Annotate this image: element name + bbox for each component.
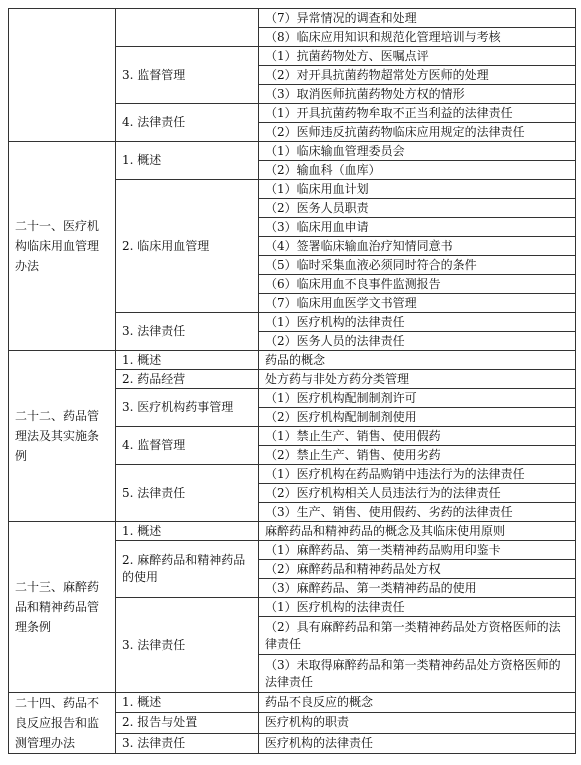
item-cell: （1）医疗机构配制制剂许可 [259,389,576,408]
section-cell: 3. 法律责任 [116,313,259,351]
item-cell: （5）临时采集血液必须同时符合的条件 [259,256,576,275]
item-cell: （2）具有麻醉药品和第一类精神药品处方资格医师的法律责任 [259,617,576,655]
item-cell: （3）未取得麻醉药品和第一类精神药品处方资格医师的法律责任 [259,655,576,693]
item-cell: （2）麻醉药品和精神药品处方权 [259,560,576,579]
chapter-cell: 二十二、药品管理法及其实施条例 [9,351,116,522]
item-cell: 麻醉药品和精神药品的概念及其临床使用原则 [259,522,576,541]
item-cell: （7）临床用血医学文书管理 [259,294,576,313]
item-cell: （6）临床用血不良事件监测报告 [259,275,576,294]
section-cell: 4. 法律责任 [116,104,259,142]
syllabus-table-body [9,9,576,754]
item-cell: （1）麻醉药品、第一类精神药品购用印鉴卡 [259,541,576,560]
table-row [9,693,576,713]
item-cell: 药品的概念 [259,351,576,370]
section-cell: 3. 法律责任 [116,598,259,693]
item-cell: （1）临床输血管理委员会 [259,142,576,161]
section-cell: 1. 概述 [116,693,259,713]
item-cell: （1）禁止生产、销售、使用假药 [259,427,576,446]
chapter-cell: 二十四、药品不良反应报告和监测管理办法 [9,693,116,754]
section-cell: 2. 药品经营 [116,370,259,389]
item-cell: （1）医疗机构的法律责任 [259,598,576,617]
item-cell: （1）开具抗菌药物牟取不正当利益的法律责任 [259,104,576,123]
document-page [8,8,575,754]
section-cell: 2. 临床用血管理 [116,180,259,313]
section-cell: 1. 概述 [116,522,259,541]
item-cell: （1）抗菌药物处方、医嘱点评 [259,47,576,66]
item-cell: （2）对开具抗菌药物超常处方医师的处理 [259,66,576,85]
item-cell: 处方药与非处方药分类管理 [259,370,576,389]
item-cell: 医疗机构的职责 [259,713,576,733]
item-cell: （2）输血科（血库） [259,161,576,180]
item-cell: （3）临床用血申请 [259,218,576,237]
chapter-cell [9,9,116,142]
item-cell: （8）临床应用知识和规范化管理培训与考核 [259,28,576,47]
item-cell: （1）医疗机构在药品购销中违法行为的法律责任 [259,465,576,484]
table-row [9,142,576,161]
item-cell: （3）麻醉药品、第一类精神药品的使用 [259,579,576,598]
item-cell: 药品不良反应的概念 [259,693,576,713]
section-cell: 1. 概述 [116,142,259,180]
syllabus-table [8,8,576,754]
item-cell: （2）医疗机构配制制剂使用 [259,408,576,427]
section-cell: 3. 法律责任 [116,733,259,753]
item-cell: （2）禁止生产、销售、使用劣药 [259,446,576,465]
item-cell: （2）医师违反抗菌药物临床应用规定的法律责任 [259,123,576,142]
chapter-cell: 二十三、麻醉药品和精神药品管理条例 [9,522,116,693]
item-cell: （2）医疗机构相关人员违法行为的法律责任 [259,484,576,503]
section-cell: 5. 法律责任 [116,465,259,522]
section-cell: 1. 概述 [116,351,259,370]
item-cell: （2）医务人员的法律责任 [259,332,576,351]
table-row [9,351,576,370]
item-cell: （7）异常情况的调查和处理 [259,9,576,28]
section-cell [116,9,259,47]
table-row [9,9,576,28]
section-cell: 3. 监督管理 [116,47,259,104]
item-cell: （1）临床用血计划 [259,180,576,199]
section-cell: 2. 麻醉药品和精神药品的使用 [116,541,259,598]
item-cell: 医疗机构的法律责任 [259,733,576,753]
item-cell: （3）生产、销售、使用假药、劣药的法律责任 [259,503,576,522]
item-cell: （4）签署临床输血治疗知情同意书 [259,237,576,256]
section-cell: 4. 监督管理 [116,427,259,465]
table-row [9,522,576,541]
item-cell: （2）医务人员职责 [259,199,576,218]
section-cell: 2. 报告与处置 [116,713,259,733]
section-cell: 3. 医疗机构药事管理 [116,389,259,427]
item-cell: （1）医疗机构的法律责任 [259,313,576,332]
item-cell: （3）取消医师抗菌药物处方权的情形 [259,85,576,104]
chapter-cell: 二十一、医疗机构临床用血管理办法 [9,142,116,351]
